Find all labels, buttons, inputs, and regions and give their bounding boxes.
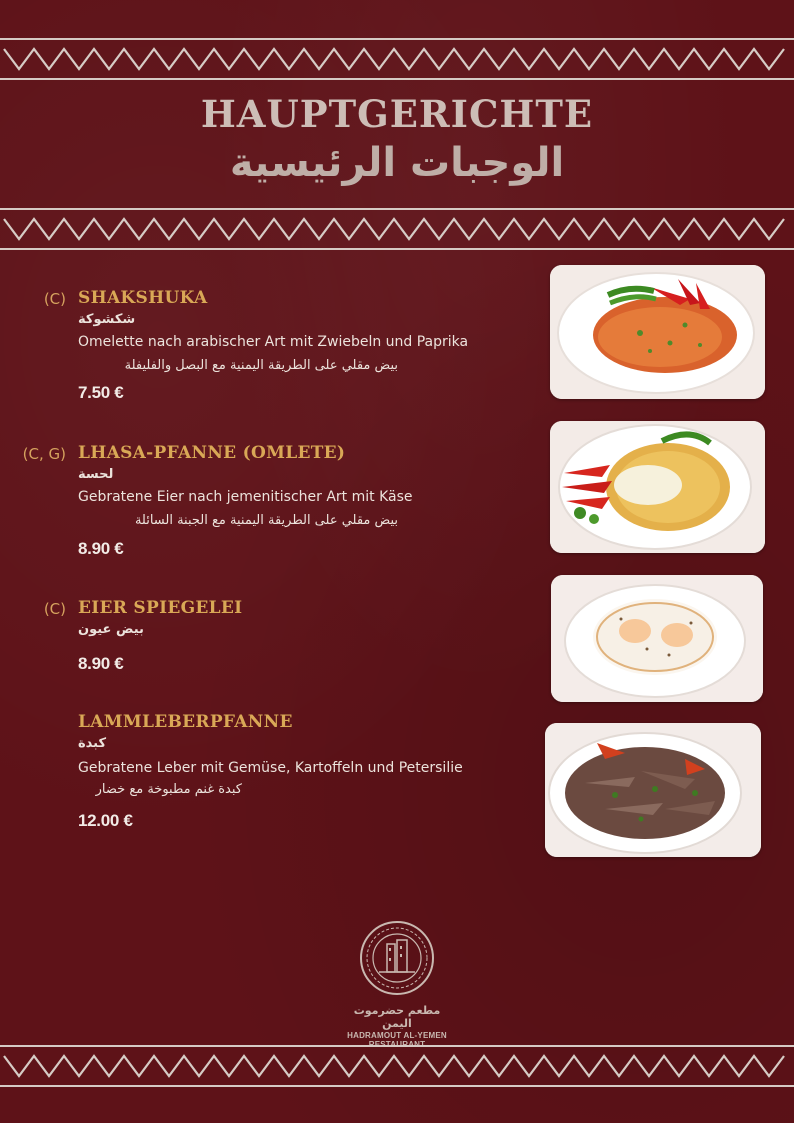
liver-photo (545, 723, 761, 857)
menu-item-lhasa-pfanne (0, 443, 540, 563)
menu-item-eier-spiegelei (0, 598, 540, 678)
item-name: LHASA-PFANNE (OMLETE) (78, 443, 346, 463)
bottom-zigzag-border (0, 1043, 794, 1089)
item-name-arabic: كبدة (78, 736, 107, 751)
page-title: HAUPTGERICHTE (200, 92, 594, 136)
item-description-arabic: بيض مقلي على الطريقة اليمنية مع الجبنة السائلة (134, 513, 398, 528)
restaurant-logo (337, 920, 457, 1049)
item-name-arabic: لحسة (78, 467, 114, 482)
shakshuka-photo (550, 265, 765, 399)
top-zigzag-border (0, 36, 794, 82)
item-price: 7.50 € (78, 383, 124, 402)
item-name: SHAKSHUKA (78, 288, 208, 308)
page-title-arabic: الوجبات الرئيسية (229, 140, 565, 186)
item-price: 8.90 € (78, 539, 124, 558)
restaurant-emblem-icon (337, 920, 457, 1000)
item-price: 12.00 € (78, 811, 133, 830)
item-name-arabic: بيض عيون (78, 622, 144, 637)
item-description: Gebratene Leber mit Gemüse, Kartoffeln und Petersilie (78, 760, 463, 776)
menu-item-shakshuka (0, 288, 540, 408)
allergen-label: (C) (43, 600, 66, 618)
item-description: Gebratene Eier nach jemenitischer Art mit Käse (78, 489, 413, 505)
restaurant-name-arabic: مطعم حضرموت اليمن (353, 1004, 441, 1030)
item-description: Omelette nach arabischer Art mit Zwiebeln und Paprika (78, 334, 469, 350)
menu-item-lammleberpfanne (0, 712, 540, 832)
allergen-label: (C) (43, 290, 66, 308)
item-name-arabic: شكشوكة (78, 312, 136, 327)
allergen-label: (C, G) (22, 445, 66, 463)
item-name: EIER SPIEGELEI (78, 598, 243, 618)
header-zigzag-border (0, 206, 794, 252)
item-description-arabic: كبدة غنم مطبوخة مع خضار (95, 782, 242, 797)
restaurant-name: HADRAMOUT AL-YEMEN RESTAURANT (347, 1031, 447, 1049)
item-description-arabic: بيض مقلي على الطريقة اليمنية مع البصل والفليفلة (124, 358, 398, 373)
item-price: 8.90 € (78, 654, 124, 673)
lhasa-photo (550, 421, 765, 553)
fried-eggs-photo (551, 575, 763, 702)
item-name: LAMMLEBERPFANNE (78, 712, 293, 732)
